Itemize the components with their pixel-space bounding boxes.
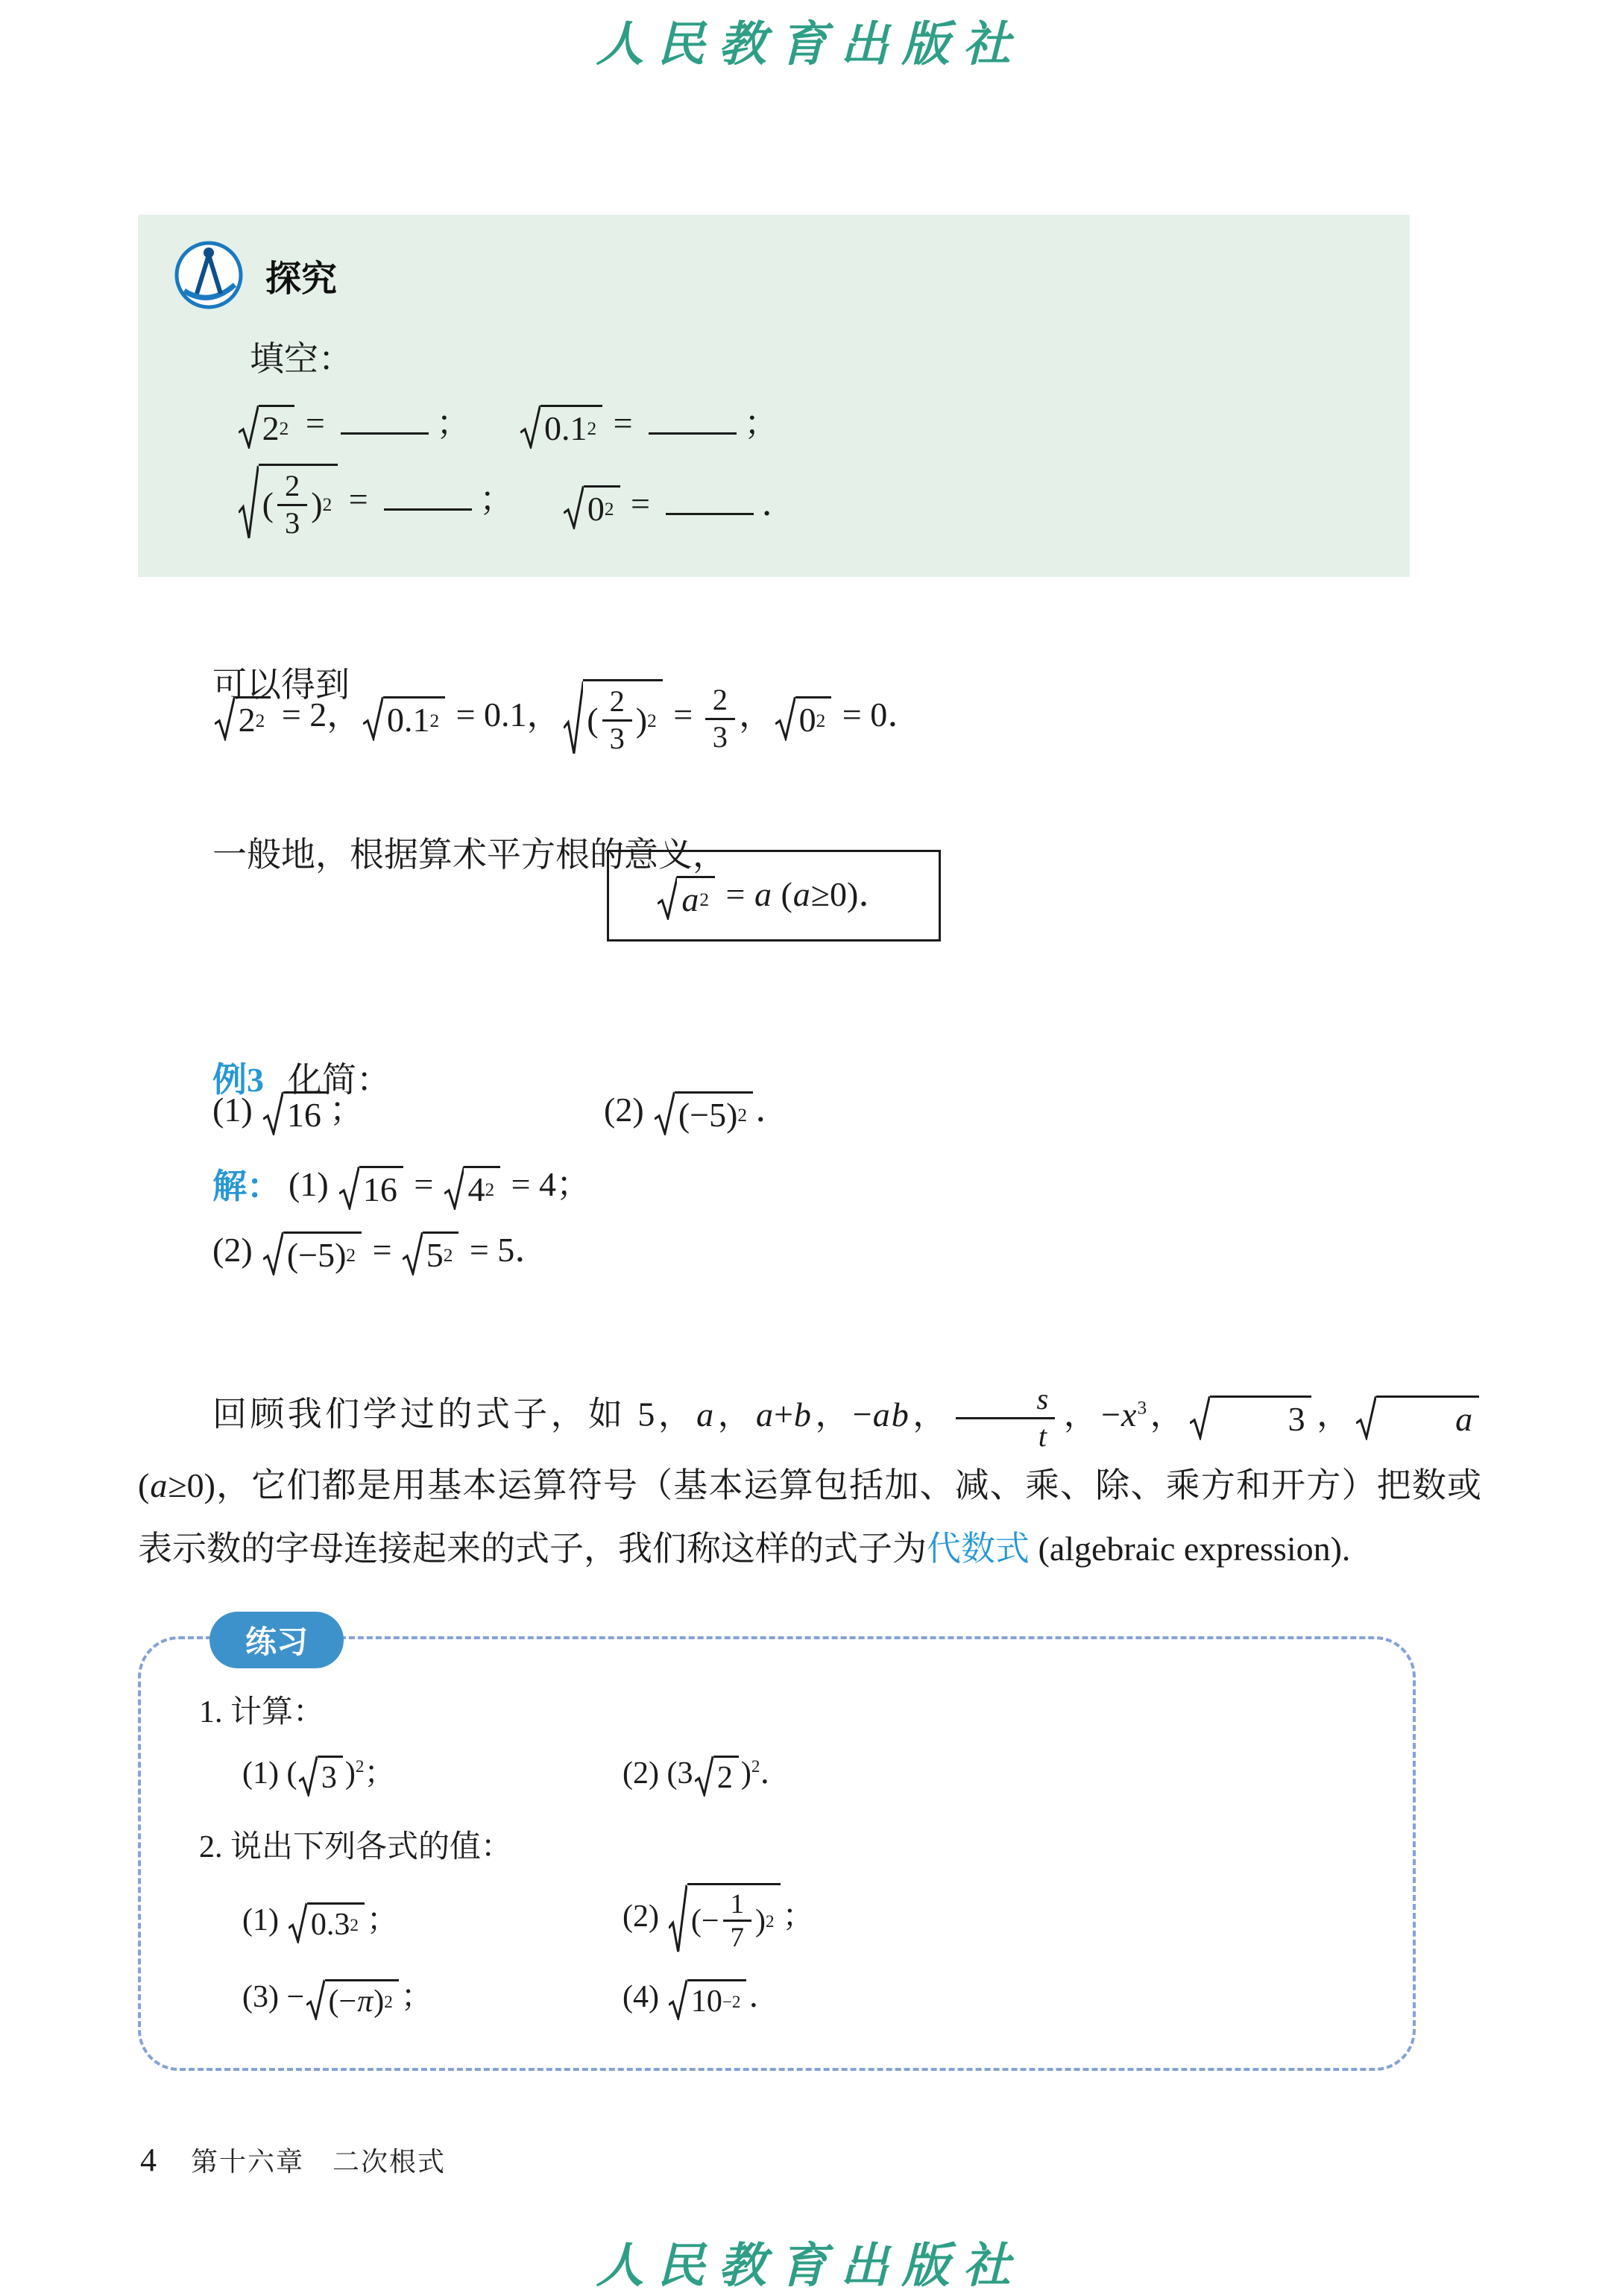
math-expression: 0.1 2 = ； (518, 396, 778, 449)
math-expression: ( $\frac{2}{3}$ ) 2 = ； (236, 464, 514, 542)
explore-formula-row-1 (236, 396, 1410, 449)
general-statement: 一般地，根据算术平方根的意义， (212, 836, 727, 874)
page-number: 4 (140, 2142, 157, 2178)
math-expression: 2 2 = ； (236, 396, 470, 449)
fill-in-prompt: 填空： (250, 340, 353, 378)
math-expression: (3) − (− π ) 2 ； (242, 1972, 623, 2020)
chapter-title: 第十六章 二次根式 (191, 2147, 447, 2177)
math-expression: (1) 0.3 2 ； (242, 1895, 623, 1943)
practice-section (138, 1624, 1416, 2071)
explore-header (138, 215, 1410, 311)
explore-formula-row-2 (236, 464, 1410, 542)
math-expression: (2) (3 2 )$^2$． (623, 1748, 791, 1797)
example-label: 例3 (212, 1061, 264, 1099)
practice-row-3 (242, 1972, 1413, 2020)
explore-section (138, 215, 1410, 577)
page-footer (140, 2141, 446, 2179)
publisher-logo-top: 人民教育出版社 (596, 16, 1024, 72)
practice-question-2: 2. 说出下列各式的值： (199, 1829, 513, 1864)
math-expression: (1) 16 ； (212, 1082, 604, 1135)
math-expression: (1) ( 3 )$^2$； (242, 1748, 623, 1797)
key-formula-row (138, 850, 1410, 942)
practice-label: 练习 (209, 1612, 344, 1668)
math-expression: (4) 10 −2 ． (623, 1972, 780, 2020)
results-intro: 可以得到 (212, 666, 350, 704)
example-task: 化简： (288, 1061, 391, 1099)
math-expression: (1) 16 = 4 2 = 4； (289, 1157, 590, 1210)
solution-line-2 (212, 1223, 549, 1275)
practice-question-1: 1. 计算： (199, 1695, 325, 1729)
solution-label: 解： (212, 1167, 281, 1205)
explore-title: 探究 (265, 259, 338, 299)
publisher-logo-bottom: 人民教育出版社 (596, 2238, 1024, 2294)
example-items-row (212, 1082, 789, 1135)
practice-row-1 (242, 1748, 1413, 1797)
math-expression: (2) (−5) 2 = 5 2 = 5． (212, 1223, 549, 1275)
math-expression: 2 2 = 2， 0.1 2 = 0.1， ( $\frac{2}{3}$ ) 2 = $\frac{2}{3}$ ， 0 2 = 0． (212, 679, 921, 757)
compass-icon (174, 240, 245, 311)
results-formula-row (212, 669, 921, 768)
practice-row-2 (242, 1883, 1413, 1955)
math-expression: (2) (− $\frac{1}{7}$ ) 2 ； (623, 1883, 814, 1955)
solution-line-1 (212, 1157, 590, 1210)
key-formula-box: a 2 = a (a≥0)． (607, 850, 942, 942)
math-expression: 0 2 = ． (561, 476, 795, 529)
algebraic-expression-paragraph: 回顾我们学过的式子，如 5，a，a+b，−ab， $\frac{s}{t}$ ，$-x^3$， 3 ， a (a≥0)，它们都是用基本运算符号（基本运算包括加、减、乘、除、乘方和开方）把数或表示数的字母连接起来的式子，我们称这样的式子为代数式 (algebraic expression). (138, 1382, 1481, 1568)
math-expression: (2) (−5) 2 ． (604, 1082, 789, 1135)
